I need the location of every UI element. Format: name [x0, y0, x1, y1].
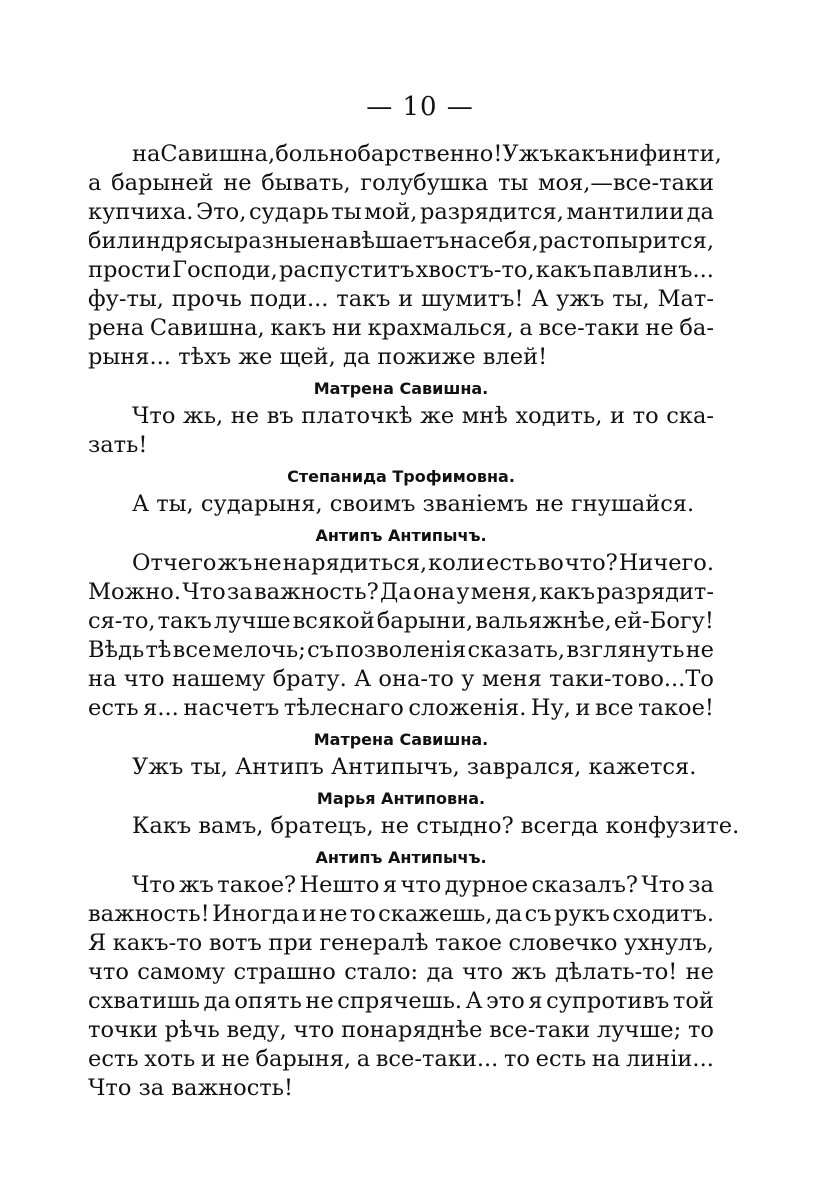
text-line: Ужъ ты, Антипъ Антипычъ, заврался, кажется.: [132, 754, 697, 780]
text-line: купчиха. Это, сударь ты мой, разрядится, мантилии да: [88, 199, 714, 225]
text-line: ся-то, такъ лучше всякой барыни, вальяжнѣе, ей-Богу!: [88, 608, 714, 634]
text-line: Можно. Что за важность? Да она у меня, какъ разрядит-: [88, 579, 714, 605]
text-line: прости Господи, распуститъ хвостъ-то, какъ павлинъ...: [88, 257, 714, 283]
text-line: Что за важность!: [88, 1075, 294, 1101]
text-line: Вѣдь тѣ все мелочь; съ позволенія сказать, взглянуть не: [88, 637, 714, 663]
text-line: зать!: [88, 432, 148, 458]
text-line: на что нашему брату. А она-то у меня таки-тово...То: [88, 666, 714, 692]
text-line: рыня... тѣхъ же щей, да пожиже влей!: [88, 344, 548, 370]
text-line: что самому страшно стало: да что жъ дѣлать-то! не: [88, 959, 714, 985]
text-line: Отчего жъ не нарядиться, коли есть во что? Ничего.: [132, 550, 714, 576]
speaker-name: Матрена Савишна.: [313, 730, 489, 749]
text-line: Я какъ-то вотъ при генералѣ такое словечко ухнулъ,: [88, 930, 714, 956]
text-line: важность! Иногда и не то скажешь, да съ рукъ сходитъ.: [88, 901, 714, 927]
text-line: на Савишна, больно барственно! Ужъ какъ ни финти,: [132, 141, 722, 167]
speaker-name: Матрена Савишна.: [313, 379, 489, 398]
text-line: А ты, сударыня, своимъ званіемъ не гнушайся.: [132, 491, 695, 517]
text-line: есть хоть и не барыня, а все-таки... то есть на линіи...: [88, 1046, 714, 1072]
page-body: [88, 140, 740, 1103]
speaker-name: Степанида Трофимовна.: [287, 467, 515, 486]
text-line: Что жъ такое? Нешто я что дурное сказалъ? Что за: [132, 872, 714, 898]
page-number: — 10 —: [366, 92, 474, 122]
text-line: точки рѣчь веду, что понаряднѣе все-таки лучше; то: [88, 1017, 714, 1043]
speaker-name: Антипъ Антипычъ.: [315, 848, 487, 867]
speaker-name: Антипъ Антипычъ.: [315, 526, 487, 545]
text-line: Что жь, не въ платочкѣ же мнѣ ходить, и то ска-: [132, 403, 714, 429]
speaker-name: Марья Антиповна.: [316, 789, 486, 808]
text-line: рена Савишна, какъ ни крахмалься, а все-таки не ба-: [88, 315, 714, 341]
text-line: билиндрясы разные навѣшаетъ на себя, растопырится,: [88, 228, 714, 254]
text-line: фу-ты, прочь поди... такъ и шумитъ! А ужъ ты, Мат-: [88, 286, 714, 312]
text-line: схватишь да опять не спрячешь. А это я супротивъ той: [88, 988, 714, 1014]
text-line: есть я... насчетъ тѣлеснаго сложенія. Ну, и все такое!: [88, 695, 714, 721]
text-line: Какъ вамъ, братецъ, не стыдно? всегда конфузите.: [132, 813, 740, 839]
text-line: а барыней не бывать, голубушка ты моя,—все-таки: [88, 170, 714, 196]
